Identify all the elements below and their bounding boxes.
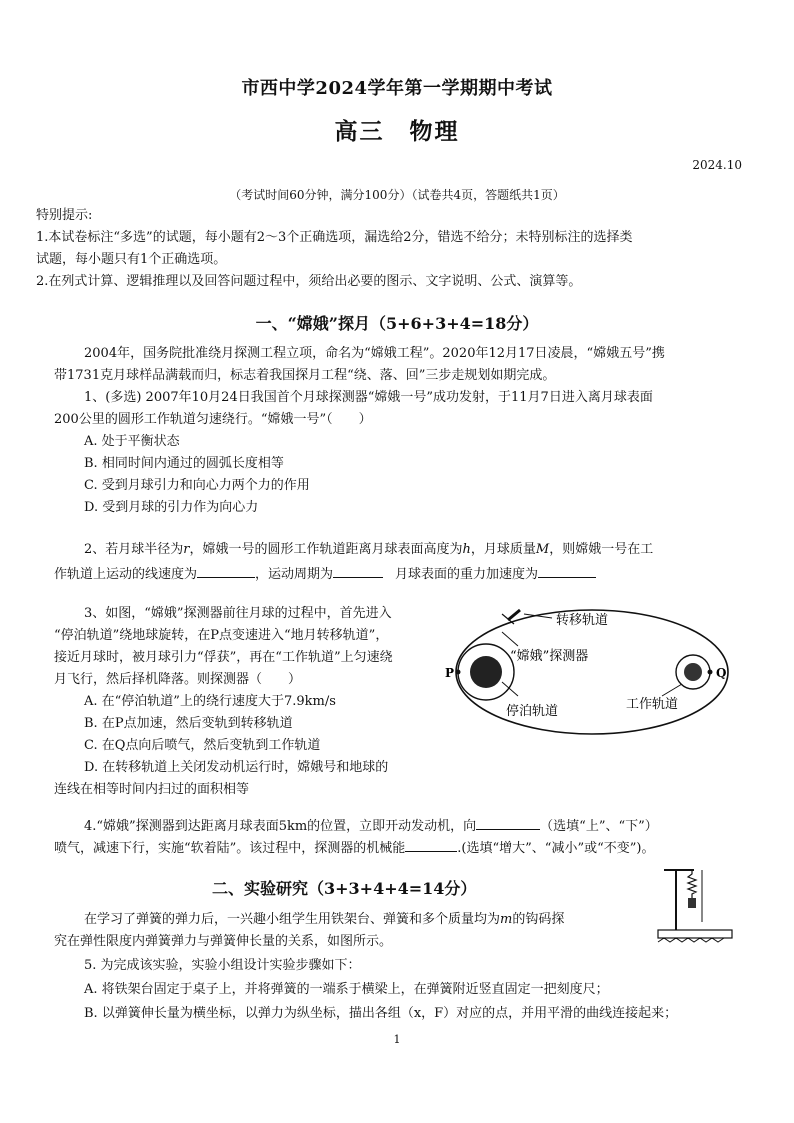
q2-text-4: ，则嫦娥一号在工 bbox=[549, 542, 654, 557]
section-1-heading: 一、“嫦娥”探月（5+6+3+4=18分） bbox=[255, 314, 539, 333]
exam-subtitle: 高三 物理 bbox=[334, 118, 460, 145]
q2-blank-period[interactable] bbox=[333, 563, 383, 578]
working-pointer bbox=[662, 684, 682, 696]
label-transfer-orbit: 转移轨道 bbox=[556, 613, 609, 628]
q3-option-b: B. 在P点加速，然后变轨到转移轨道 bbox=[84, 716, 293, 731]
q2-line2-b: ，运动周期为 bbox=[255, 567, 334, 582]
q5-step-a: A. 将铁架台固定于桌子上，并将弹簧的一端系于横梁上，在弹簧附近竖直固定一把刻度尺； bbox=[84, 982, 609, 997]
notice-item-2: 2.在列式计算、逻辑推理以及回答问题过程中，须给出必要的图示、文字说明、公式、演算等。 bbox=[36, 274, 582, 289]
q1-option-d: D. 受到月球的引力作为向心力 bbox=[84, 500, 259, 515]
notice-item-1-cont: 试题，每小题只有1个正确选项。 bbox=[36, 252, 227, 267]
section-2-intro-cont: 究在弹性限度内弹簧弹力与弹簧伸长量的关系，如图所示。 bbox=[54, 934, 393, 949]
earth-icon bbox=[470, 656, 502, 688]
section-2-var-m: m bbox=[500, 912, 513, 927]
label-working-orbit: 工作轨道 bbox=[626, 697, 679, 712]
apparatus-base bbox=[658, 930, 732, 938]
section-2-intro-a: 在学习了弹簧的弹力后，一兴趣小组学生用铁架台、弹簧和多个质量均为 bbox=[84, 912, 501, 927]
section-1-intro: 2004年，国务院批准绕月探测工程立项，命名为“嫦娥工程”。2020年12月17日凌晨，“嫦娥五号”携 bbox=[84, 346, 665, 361]
q1-option-c: C. 受到月球引力和向心力两个力的作用 bbox=[84, 478, 310, 493]
notice-item-1: 1.本试卷标注“多选”的试题，每小题有2～3个正确选项，漏选给2分，错选不给分；未特别标注的选择类 bbox=[36, 230, 633, 245]
hook-weight-icon bbox=[688, 898, 696, 908]
q1-stem: 1、(多选) 2007年10月24日我国首个月球探测器“嫦娥一号”成功发射，于11月7日进入离月球表面 bbox=[84, 390, 653, 405]
q3-stem-3: 接近月球时，被月球引力“俘获”，再在“工作轨道”上匀速绕 bbox=[54, 650, 393, 665]
q4-stem-cont bbox=[54, 837, 654, 858]
exam-info: （考试时间60分钟，满分100分）（试卷共4页，答题纸共1页） bbox=[229, 188, 565, 202]
exam-date: 2024.10 bbox=[692, 158, 742, 172]
q3-option-d-cont: 连线在相等时间内扫过的面积相等 bbox=[54, 782, 250, 797]
point-p-marker bbox=[456, 670, 461, 675]
q3-option-c: C. 在Q点向后喷气，然后变轨到工作轨道 bbox=[84, 738, 321, 753]
q2-text-2: ，嫦娥一号的圆形工作轨道距离月球表面高度为 bbox=[189, 542, 463, 557]
spring-icon bbox=[688, 870, 696, 898]
q2-blank-gravity[interactable] bbox=[538, 563, 596, 578]
q4-line2-b: .(选填“增大”、“减小”或“不变”)。 bbox=[457, 841, 655, 856]
q2-line2-c: 月球表面的重力加速度为 bbox=[395, 567, 539, 582]
q3-stem-2: “停泊轨道”绕地球旋转，在P点变速进入“地月转移轨道”， bbox=[54, 628, 389, 643]
label-point-p: P bbox=[445, 666, 455, 680]
moon-icon bbox=[684, 663, 702, 681]
q3-option-d: D. 在转移轨道上关闭发动机运行时，嫦娥号和地球的 bbox=[84, 760, 389, 775]
notice-heading: 特别提示: bbox=[36, 208, 93, 223]
exam-title: 市西中学2024学年第一学期期中考试 bbox=[241, 78, 553, 99]
spring-apparatus-diagram bbox=[650, 862, 736, 948]
q4-stem bbox=[84, 815, 658, 836]
probe-pointer bbox=[502, 632, 518, 646]
q2-blank-velocity[interactable] bbox=[197, 563, 255, 578]
q5-stem: 5. 为完成该实验，实验小组设计实验步骤如下： bbox=[84, 958, 361, 973]
label-probe: “嫦娥”探测器 bbox=[510, 649, 589, 664]
label-parking-orbit: 停泊轨道 bbox=[506, 704, 559, 719]
q2-text-3: ，月球质量 bbox=[470, 542, 536, 557]
section-1-intro-cont: 带1731克月球样品满载而归，标志着我国探月工程“绕、落、回”三步走规划如期完成。 bbox=[54, 368, 556, 383]
section-2-heading: 二、实验研究（3+3+4+4=14分） bbox=[212, 879, 477, 898]
section-2-intro-b: 的钩码探 bbox=[512, 912, 565, 927]
q2-var-m: M bbox=[535, 542, 550, 557]
orbit-diagram bbox=[440, 596, 740, 746]
q2-stem-cont bbox=[54, 563, 596, 584]
probe-icon bbox=[502, 610, 520, 624]
point-q-marker bbox=[708, 670, 713, 675]
q4-blank-energy[interactable] bbox=[405, 837, 457, 852]
q4-blank-direction[interactable] bbox=[476, 815, 540, 830]
q2-var-h: h bbox=[462, 542, 471, 557]
q3-option-a: A. 在“停泊轨道”上的绕行速度大于7.9km/s bbox=[84, 694, 336, 709]
q4-line1-a: 4.“嫦娥”探测器到达距离月球表面5km的位置，立即开动发动机，向 bbox=[84, 819, 477, 834]
q3-stem-4: 月飞行，然后择机降落。则探测器（ ） bbox=[54, 672, 302, 687]
q1-option-a: A. 处于平衡状态 bbox=[84, 434, 180, 449]
q2-text-1: 2、若月球半径为 bbox=[84, 542, 184, 557]
q2-line2-a: 作轨道上运动的线速度为 bbox=[54, 567, 198, 582]
q1-option-b: B. 相同时间内通过的圆弧长度相等 bbox=[84, 456, 284, 471]
q5-step-b: B. 以弹簧伸长量为横坐标，以弹力为纵坐标，描出各组（x，F）对应的点，并用平滑的曲线连接起来； bbox=[84, 1006, 678, 1021]
q3-stem: 3、如图，“嫦娥”探测器前往月球的过程中，首先进入 bbox=[84, 606, 392, 621]
label-point-q: Q bbox=[716, 666, 727, 680]
page-number: 1 bbox=[393, 1033, 401, 1046]
q2-var-r: r bbox=[183, 542, 190, 557]
q2-stem bbox=[84, 541, 653, 559]
q4-line1-b: （选填“上”、“下”） bbox=[540, 819, 658, 834]
q4-line2-a: 喷气，减速下行，实施“软着陆”。该过程中，探测器的机械能 bbox=[54, 841, 406, 856]
section-2-intro bbox=[84, 911, 564, 929]
q1-stem-cont: 200公里的圆形工作轨道匀速绕行。“嫦娥一号”（ ） bbox=[54, 412, 372, 427]
